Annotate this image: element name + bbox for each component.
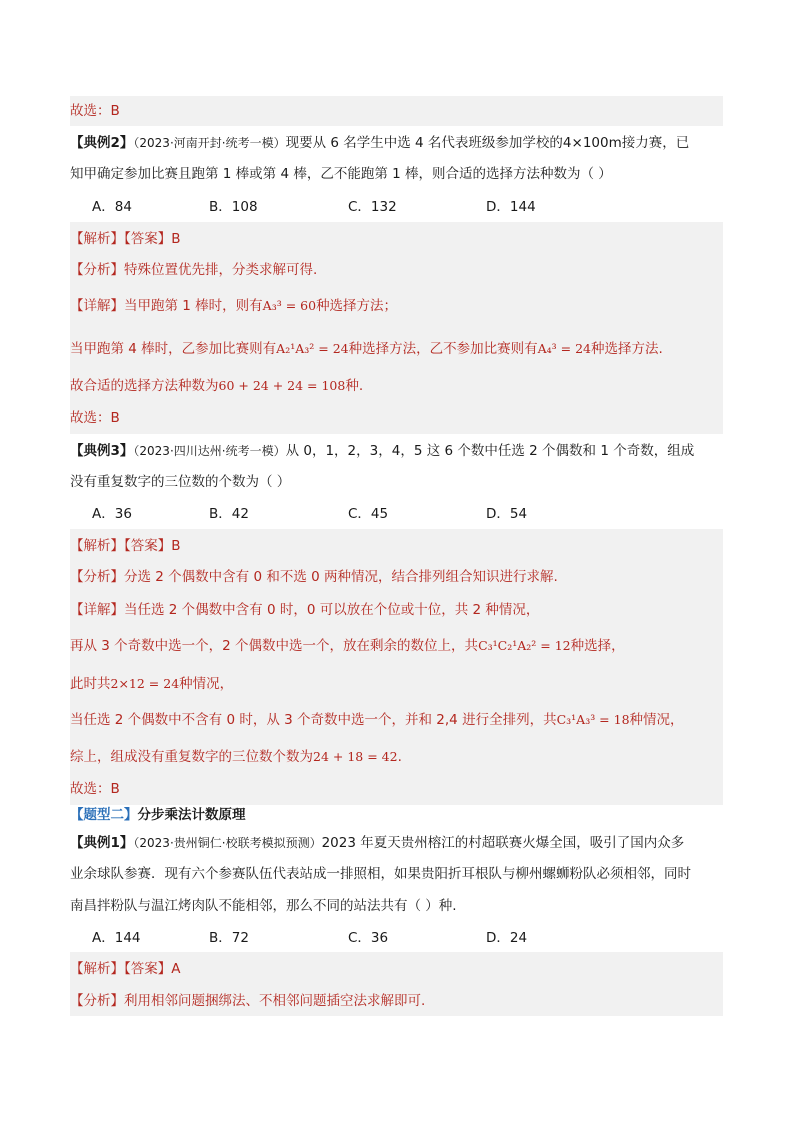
question-line: 知甲确定参加比赛且跑第 1 棒或第 4 棒，乙不能跑第 1 棒，则合适的选择方法种数为（ ） — [70, 166, 612, 182]
analysis-line: 【分析】特殊位置优先排，分类求解可得. — [70, 262, 318, 278]
option-c: C．45 — [348, 506, 389, 522]
answer-line: 故选：B — [70, 410, 120, 426]
option-c: C．36 — [348, 930, 389, 946]
shade-block — [70, 222, 723, 434]
option-a: A．144 — [92, 930, 141, 946]
detail-line: 当甲跑第 4 棒时，乙参加比赛则有A₂¹A₃² = 24种选择方法，乙不参加比赛则有A₄³ = 24种选择方法. — [70, 341, 663, 357]
question-line: 【典例2】（2023·河南开封·统考一模）现要从 6 名学生中选 4 名代表班级参加学校的4×100m接力赛，已 — [70, 135, 690, 151]
answer-line: 故选：B — [70, 781, 120, 797]
option-c: C．132 — [348, 199, 397, 215]
question-line: 【典例3】（2023·四川达州·统考一模）从 0，1，2，3，4，5 这 6 个数中任选 2 个偶数和 1 个奇数，组成 — [70, 443, 695, 459]
detail-line: 故合适的选择方法种数为60 + 24 + 24 = 108种. — [70, 378, 364, 394]
solution-answer: 【解析】【答案】B — [70, 231, 181, 247]
section-heading: 【题型二】分步乘法计数原理 — [70, 807, 246, 823]
solution-answer: 【解析】【答案】B — [70, 538, 181, 554]
option-b: B．72 — [209, 930, 249, 946]
shade-block — [70, 96, 723, 126]
analysis-line: 【分析】利用相邻问题捆绑法、不相邻问题插空法求解即可. — [70, 993, 426, 1009]
question-line: 南昌拌粉队与温江烤肉队不能相邻，那么不同的站法共有（ ）种. — [70, 898, 457, 914]
detail-line: 【详解】当任选 2 个偶数中含有 0 时，0 可以放在个位或十位，共 2 种情况， — [70, 602, 540, 618]
question-line: 业余球队参赛．现有六个参赛队伍代表站成一排照相，如果贵阳折耳根队与柳州螺蛳粉队必须相邻，同时 — [70, 866, 691, 882]
option-a: A．36 — [92, 506, 132, 522]
option-b: B．108 — [209, 199, 258, 215]
detail-line: 【详解】当甲跑第 1 棒时，则有A₃³ = 60种选择方法； — [70, 298, 398, 314]
detail-line: 此时共2×12 = 24种情况， — [70, 676, 234, 692]
detail-line: 当任选 2 个偶数中不含有 0 时，从 3 个奇数中选一个，并和 2,4 进行全排列，共C₃¹A₃³ = 18种情况， — [70, 712, 684, 728]
question-line: 没有重复数字的三位数的个数为（ ） — [70, 474, 291, 490]
detail-line: 再从 3 个奇数中选一个，2 个偶数中选一个，放在剩余的数位上，共C₃¹C₂¹A₂² = 12种选择， — [70, 638, 625, 654]
option-d: D．24 — [486, 930, 528, 946]
solution-answer: 【解析】【答案】A — [70, 961, 181, 977]
question-line: 【典例1】（2023·贵州铜仁·校联考模拟预测）2023 年夏天贵州榕江的村超联赛火爆全国，吸引了国内众多 — [70, 835, 685, 851]
analysis-line: 【分析】分选 2 个偶数中含有 0 和不选 0 两种情况，结合排列组合知识进行求解. — [70, 569, 558, 585]
option-a: A．84 — [92, 199, 132, 215]
option-b: B．42 — [209, 506, 249, 522]
option-d: D．144 — [486, 199, 536, 215]
answer-line: 故选：B — [70, 103, 120, 119]
option-d: D．54 — [486, 506, 528, 522]
detail-line: 综上，组成没有重复数字的三位数个数为24 + 18 = 42. — [70, 749, 402, 765]
